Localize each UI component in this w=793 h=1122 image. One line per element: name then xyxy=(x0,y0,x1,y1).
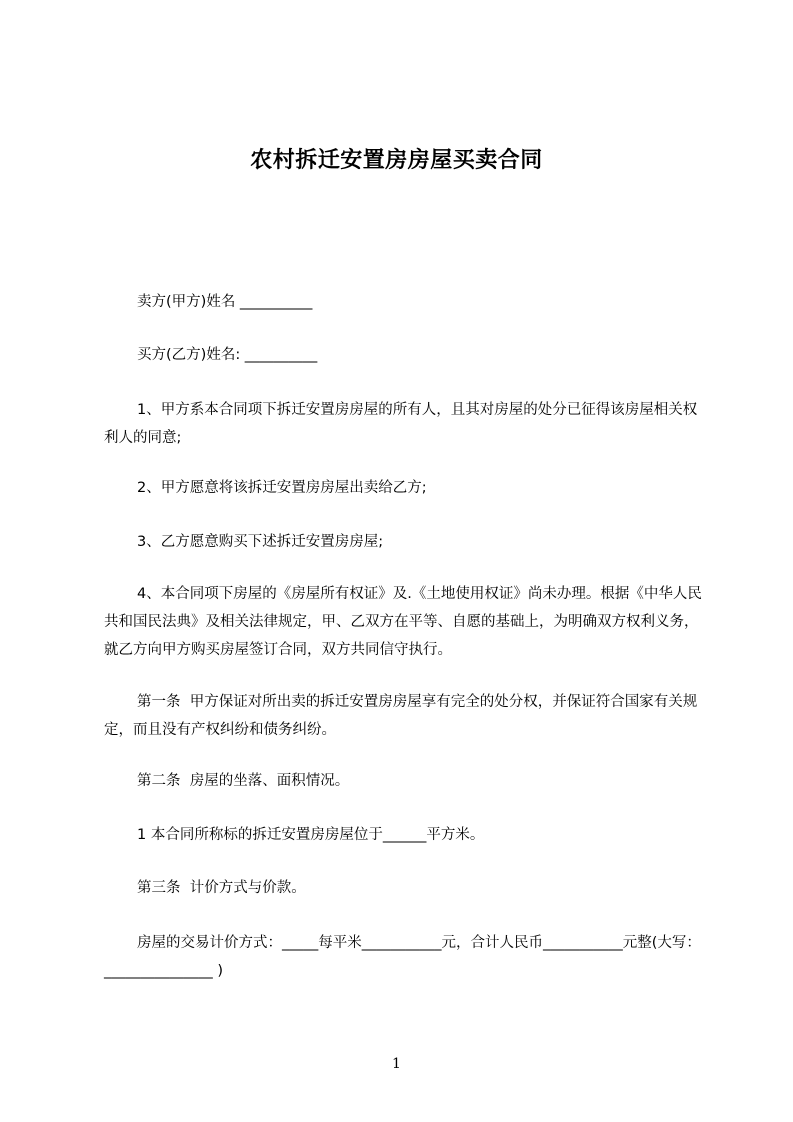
contract-title: 农村拆迁安置房房屋买卖合同 xyxy=(250,148,543,173)
article-1: 第一条 甲方保证对所出卖的拆迁安置房房屋享有完全的处分权，并保证符合国家有关规定，而且没有产权纠纷和债务纠纷。 xyxy=(104,694,698,738)
recital-2: 2、甲方愿意将该拆迁安置房房屋出卖给乙方; xyxy=(137,480,427,496)
seller-name-line: 卖方(甲方)姓名 __________ xyxy=(137,294,313,310)
article-3-heading: 第三条 计价方式与价款。 xyxy=(137,880,306,896)
article-2-item-1: 1 本合同所称标的拆迁安置房房屋位于______平方米。 xyxy=(137,827,485,843)
recital-4: 4、本合同项下房屋的《房屋所有权证》及.《土地使用权证》尚未办理。根据《中华人民共和国民法典》及相关法律规定，甲、乙双方在平等、自愿的基础上，为明确双方权利义务，就乙方向甲方购买房屋签订合同，双方共同信守执行。 xyxy=(104,586,702,658)
recital-3: 3、乙方愿意购买下述拆迁安置房房屋; xyxy=(137,534,384,550)
buyer-name-line: 买方(乙方)姓名: __________ xyxy=(137,347,318,363)
recital-1: 1、甲方系本合同项下拆迁安置房房屋的所有人，且其对房屋的处分已征得该房屋相关权利人的同意; xyxy=(104,402,698,446)
page-number: 1 xyxy=(392,1056,401,1072)
article-2-heading: 第二条 房屋的坐落、面积情况。 xyxy=(137,773,350,789)
price-clause: 房屋的交易计价方式：_____每平米___________元，合计人民币___________元整(大写：_______________ ) xyxy=(104,935,701,979)
